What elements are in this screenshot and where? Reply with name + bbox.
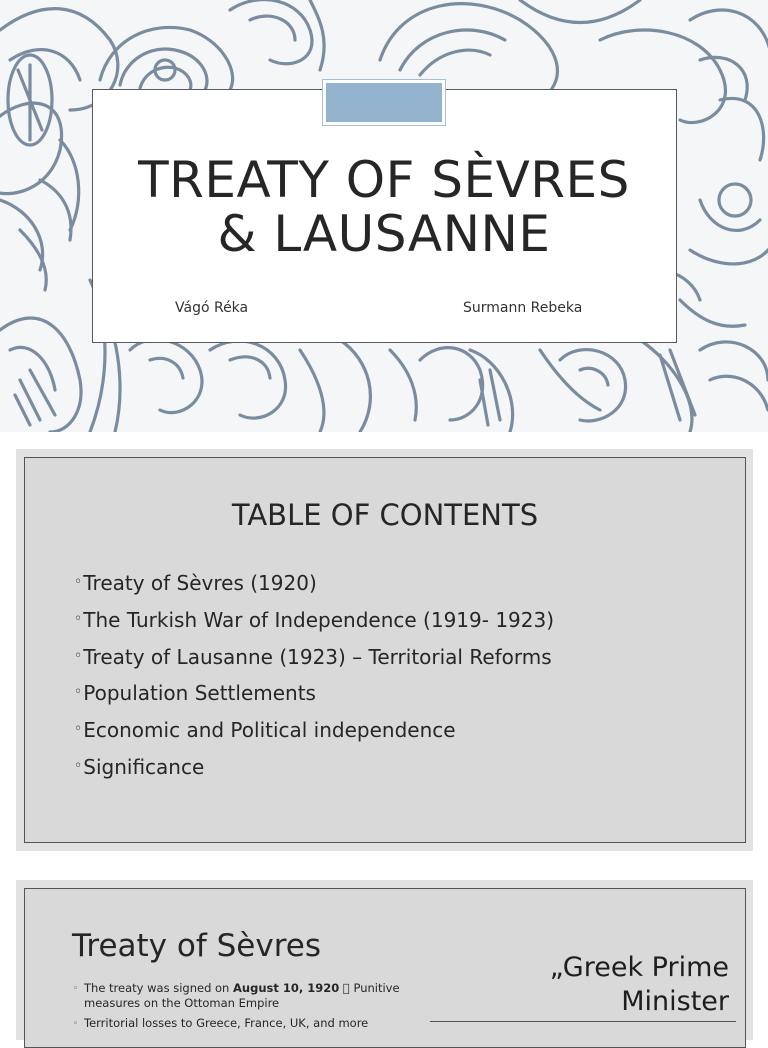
toc-item-label: Treaty of Sèvres (1920) [83, 571, 317, 595]
title-line-2: & LAUSANNE [217, 205, 551, 263]
bullet-1-date: August 10, 1920 [233, 981, 340, 995]
bullet-1-text: The treaty was signed on [84, 981, 234, 995]
toc-item [74, 681, 316, 705]
bullet-icon: ◦ [74, 684, 83, 700]
bullet-1-line-2: measures on the Ottoman Empire [84, 996, 280, 1010]
presentation-title [100, 153, 668, 261]
bullet-1-text-end:   Punitive [339, 981, 400, 995]
toc-item-label: Population Settlements [83, 681, 316, 705]
quote-line-2: Minister [621, 986, 729, 1017]
title-line-1: TREATY OF SÈVRES [138, 151, 630, 209]
toc-item-label: The Turkish War of Independence (1919- 1923) [83, 608, 555, 632]
toc-item [74, 755, 204, 779]
toc-item-label: Treaty of Lausanne (1923) – Territorial Reforms [83, 645, 552, 669]
sevres-bullet-2: Territorial losses to Greece, France, UK, and more [84, 1016, 369, 1030]
sevres-slide-title: Treaty of Sèvres [72, 928, 321, 964]
quote-underline [430, 1021, 736, 1022]
bullet-icon: ◦ [74, 574, 83, 590]
bullet-icon: ◦ [74, 611, 83, 627]
author-right: Surmann Rebeka [463, 300, 583, 316]
quote-line-1: „Greek Prime [549, 952, 729, 983]
title-slide [0, 0, 768, 432]
author-left: Vágó Réka [175, 300, 249, 316]
toc-item [74, 608, 554, 632]
bullet-icon: ◦ [74, 721, 83, 737]
bullet-icon: ◦ [73, 1019, 79, 1029]
quote-text [550, 951, 729, 1019]
bullet-icon: ◦ [74, 758, 83, 774]
bullet-icon: ◦ [74, 648, 83, 664]
toc-item [74, 645, 552, 669]
toc-item [74, 571, 317, 595]
toc-item [74, 718, 456, 742]
sevres-bullet-1 [84, 981, 404, 1011]
bullet-icon: ◦ [73, 984, 79, 994]
toc-title: TABLE OF CONTENTS [231, 498, 539, 532]
title-accent-tab [323, 80, 445, 125]
toc-item-label: Economic and Political independence [83, 718, 456, 742]
toc-item-label: Significance [83, 755, 205, 779]
